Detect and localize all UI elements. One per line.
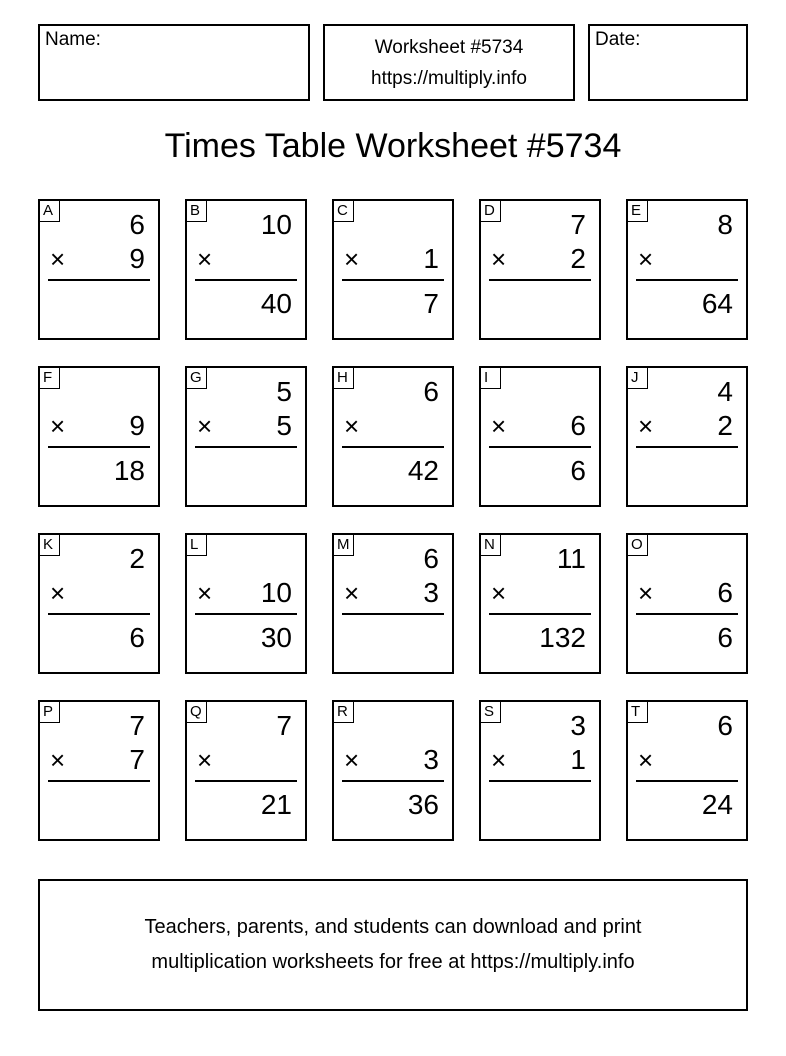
problem-a	[38, 199, 160, 340]
problem-s	[479, 700, 601, 841]
top-number: 7	[129, 710, 145, 741]
answer-line	[195, 613, 297, 615]
problem-m	[332, 533, 454, 674]
answer-number: 24	[701, 789, 733, 820]
top-number: 6	[129, 209, 145, 240]
answer-number: 21	[260, 789, 292, 820]
problem-c	[332, 199, 454, 340]
problem-letter: S	[481, 702, 501, 723]
problem-p	[38, 700, 160, 841]
problem-letter: J	[628, 368, 648, 389]
problem-letter: D	[481, 201, 501, 222]
problem-f	[38, 366, 160, 507]
answer-number: 6	[717, 622, 733, 653]
times-symbol: ×	[50, 745, 66, 775]
bottom-number: 6	[717, 577, 733, 608]
answer-line	[48, 780, 150, 782]
times-symbol: ×	[638, 578, 654, 608]
times-symbol: ×	[638, 745, 654, 775]
bottom-number: 3	[423, 577, 439, 608]
problem-letter: N	[481, 535, 501, 556]
answer-number: 18	[113, 455, 145, 486]
top-number: 7	[570, 209, 586, 240]
top-number: 5	[276, 376, 292, 407]
problem-letter: C	[334, 201, 354, 222]
bottom-number: 9	[129, 410, 145, 441]
answer-number: 42	[407, 455, 439, 486]
problem-letter: K	[40, 535, 60, 556]
problem-letter: A	[40, 201, 60, 222]
problem-d	[479, 199, 601, 340]
top-number: 2	[129, 543, 145, 574]
date-field-box	[588, 24, 748, 101]
bottom-number: 1	[423, 243, 439, 274]
answer-line	[636, 613, 738, 615]
problem-letter: G	[187, 368, 207, 389]
times-symbol: ×	[197, 745, 213, 775]
footer-line-2: multiplication worksheets for free at https://multiply.info	[151, 951, 635, 973]
times-symbol: ×	[197, 244, 213, 274]
problem-letter: F	[40, 368, 60, 389]
top-number: 6	[423, 543, 439, 574]
problem-t	[626, 700, 748, 841]
name-field-box	[38, 24, 310, 101]
answer-line	[636, 780, 738, 782]
problem-letter: M	[334, 535, 354, 556]
top-number: 6	[423, 376, 439, 407]
bottom-number: 1	[570, 744, 586, 775]
problem-letter: P	[40, 702, 60, 723]
times-symbol: ×	[50, 578, 66, 608]
bottom-number: 7	[129, 744, 145, 775]
problem-letter: I	[481, 368, 501, 389]
answer-number: 132	[539, 622, 586, 653]
times-symbol: ×	[491, 411, 507, 441]
answer-line	[636, 446, 738, 448]
answer-line	[636, 279, 738, 281]
bottom-number: 10	[260, 577, 292, 608]
answer-line	[342, 279, 444, 281]
times-symbol: ×	[197, 411, 213, 441]
answer-number: 40	[260, 288, 292, 319]
problem-o	[626, 533, 748, 674]
bottom-number: 6	[570, 410, 586, 441]
top-number: 6	[717, 710, 733, 741]
problem-letter: O	[628, 535, 648, 556]
times-symbol: ×	[638, 411, 654, 441]
top-number: 10	[260, 209, 292, 240]
problem-letter: R	[334, 702, 354, 723]
times-symbol: ×	[344, 578, 360, 608]
answer-line	[489, 613, 591, 615]
answer-number: 64	[701, 288, 733, 319]
problem-h	[332, 366, 454, 507]
problem-e	[626, 199, 748, 340]
answer-number: 7	[423, 288, 439, 319]
bottom-number: 5	[276, 410, 292, 441]
problem-j	[626, 366, 748, 507]
times-symbol: ×	[344, 244, 360, 274]
answer-line	[195, 780, 297, 782]
answer-line	[489, 446, 591, 448]
problem-g	[185, 366, 307, 507]
problem-n	[479, 533, 601, 674]
problem-letter: B	[187, 201, 207, 222]
problem-letter: Q	[187, 702, 207, 723]
name-label: Name:	[45, 29, 101, 50]
answer-line	[489, 780, 591, 782]
bottom-number: 9	[129, 243, 145, 274]
answer-line	[195, 279, 297, 281]
problem-letter: T	[628, 702, 648, 723]
top-number: 11	[556, 543, 586, 574]
worksheet-info-box	[323, 24, 575, 101]
page-title: Times Table Worksheet #5734	[164, 127, 622, 165]
answer-number: 6	[570, 455, 586, 486]
problem-letter: E	[628, 201, 648, 222]
bottom-number: 2	[717, 410, 733, 441]
date-label: Date:	[595, 29, 641, 50]
worksheet-number: Worksheet #5734	[374, 37, 524, 58]
problem-letter: L	[187, 535, 207, 556]
answer-number: 36	[407, 789, 439, 820]
times-symbol: ×	[491, 244, 507, 274]
problem-i	[479, 366, 601, 507]
problem-k	[38, 533, 160, 674]
footer-line-1: Teachers, parents, and students can download and print	[144, 916, 642, 938]
worksheet-url: https://multiply.info	[371, 68, 527, 89]
top-number: 4	[717, 376, 733, 407]
problem-l	[185, 533, 307, 674]
times-symbol: ×	[50, 244, 66, 274]
answer-line	[48, 613, 150, 615]
times-symbol: ×	[491, 578, 507, 608]
bottom-number: 3	[423, 744, 439, 775]
footer-box	[38, 879, 748, 1011]
answer-line	[195, 446, 297, 448]
problem-letter: H	[334, 368, 354, 389]
answer-line	[48, 279, 150, 281]
problem-q	[185, 700, 307, 841]
times-symbol: ×	[638, 244, 654, 274]
answer-number: 30	[260, 622, 292, 653]
answer-line	[489, 279, 591, 281]
times-symbol: ×	[197, 578, 213, 608]
answer-line	[48, 446, 150, 448]
answer-line	[342, 446, 444, 448]
top-number: 7	[276, 710, 292, 741]
answer-line	[342, 613, 444, 615]
times-symbol: ×	[344, 745, 360, 775]
top-number: 8	[717, 209, 733, 240]
problem-b	[185, 199, 307, 340]
answer-line	[342, 780, 444, 782]
times-symbol: ×	[50, 411, 66, 441]
bottom-number: 2	[570, 243, 586, 274]
problem-r	[332, 700, 454, 841]
times-symbol: ×	[344, 411, 360, 441]
answer-number: 6	[129, 622, 145, 653]
top-number: 3	[570, 710, 586, 741]
times-symbol: ×	[491, 745, 507, 775]
